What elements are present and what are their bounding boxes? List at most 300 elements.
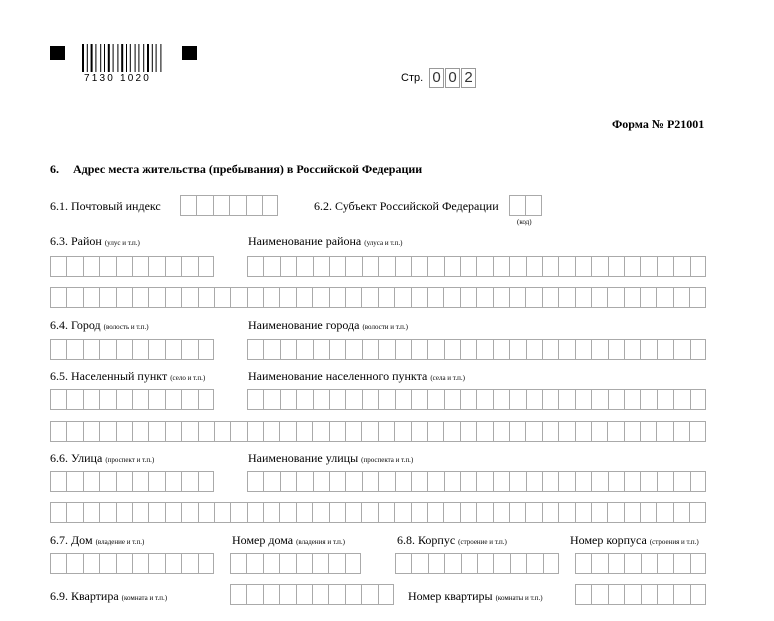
char-cell[interactable]	[690, 389, 706, 410]
char-cell[interactable]	[50, 421, 66, 442]
char-cell[interactable]	[132, 339, 148, 360]
char-cell[interactable]	[624, 287, 640, 308]
char-cell[interactable]	[608, 256, 624, 277]
char-cell[interactable]	[526, 471, 542, 492]
char-cell[interactable]	[198, 256, 214, 277]
char-cell[interactable]	[50, 502, 66, 523]
char-cell[interactable]	[378, 502, 394, 523]
char-cell[interactable]	[673, 584, 689, 605]
city-type-field[interactable]	[50, 339, 214, 360]
char-cell[interactable]	[345, 389, 361, 410]
char-cell[interactable]	[395, 389, 411, 410]
char-cell[interactable]	[66, 502, 82, 523]
char-cell[interactable]	[83, 421, 99, 442]
char-cell[interactable]	[329, 421, 345, 442]
char-cell[interactable]	[116, 256, 132, 277]
char-cell[interactable]	[263, 339, 279, 360]
char-cell[interactable]	[132, 502, 148, 523]
char-cell[interactable]	[165, 256, 181, 277]
district-name-field-line-1[interactable]	[247, 256, 706, 277]
char-cell[interactable]	[213, 195, 229, 216]
char-cell[interactable]	[690, 584, 706, 605]
char-cell[interactable]	[575, 584, 591, 605]
char-cell[interactable]	[640, 339, 656, 360]
char-cell[interactable]	[656, 287, 672, 308]
char-cell[interactable]	[181, 287, 197, 308]
char-cell[interactable]	[50, 339, 66, 360]
char-cell[interactable]	[116, 389, 132, 410]
char-cell[interactable]	[165, 421, 181, 442]
char-cell[interactable]	[116, 553, 132, 574]
char-cell[interactable]	[296, 287, 312, 308]
char-cell[interactable]	[329, 389, 345, 410]
char-cell[interactable]	[66, 339, 82, 360]
char-cell[interactable]	[411, 256, 427, 277]
char-cell[interactable]	[394, 502, 410, 523]
char-cell[interactable]	[362, 256, 378, 277]
char-cell[interactable]	[181, 256, 197, 277]
char-cell[interactable]	[476, 502, 492, 523]
char-cell[interactable]	[525, 287, 541, 308]
char-cell[interactable]	[624, 256, 640, 277]
char-cell[interactable]	[460, 471, 476, 492]
char-cell[interactable]	[543, 553, 559, 574]
char-cell[interactable]	[689, 287, 705, 308]
char-cell[interactable]	[427, 471, 443, 492]
char-cell[interactable]	[509, 287, 525, 308]
char-cell[interactable]	[378, 471, 394, 492]
char-cell[interactable]	[591, 389, 607, 410]
char-cell[interactable]	[66, 471, 82, 492]
char-cell[interactable]	[493, 389, 509, 410]
char-cell[interactable]	[263, 584, 279, 605]
char-cell[interactable]	[558, 339, 574, 360]
char-cell[interactable]	[83, 256, 99, 277]
char-cell[interactable]	[362, 389, 378, 410]
char-cell[interactable]	[689, 502, 705, 523]
char-cell[interactable]	[673, 256, 689, 277]
char-cell[interactable]	[624, 584, 640, 605]
char-cell[interactable]	[394, 287, 410, 308]
char-cell[interactable]	[608, 584, 624, 605]
char-cell[interactable]	[640, 389, 656, 410]
char-cell[interactable]	[345, 421, 361, 442]
char-cell[interactable]	[313, 339, 329, 360]
char-cell[interactable]	[673, 389, 689, 410]
char-cell[interactable]	[263, 553, 279, 574]
char-cell[interactable]	[624, 339, 640, 360]
char-cell[interactable]	[329, 339, 345, 360]
char-cell[interactable]	[345, 287, 361, 308]
char-cell[interactable]	[280, 339, 296, 360]
char-cell[interactable]	[673, 287, 689, 308]
char-cell[interactable]	[477, 553, 493, 574]
char-cell[interactable]	[361, 421, 377, 442]
char-cell[interactable]	[558, 287, 574, 308]
char-cell[interactable]	[493, 339, 509, 360]
char-cell[interactable]	[575, 502, 591, 523]
char-cell[interactable]	[460, 502, 476, 523]
char-cell[interactable]	[296, 421, 312, 442]
building-number-field[interactable]	[575, 553, 706, 574]
char-cell[interactable]	[656, 421, 672, 442]
settlement-name-field-line-1[interactable]	[247, 389, 706, 410]
char-cell[interactable]	[443, 287, 459, 308]
char-cell[interactable]	[558, 256, 574, 277]
char-cell[interactable]	[329, 502, 345, 523]
char-cell[interactable]	[607, 502, 623, 523]
char-cell[interactable]	[493, 471, 509, 492]
char-cell[interactable]	[607, 421, 623, 442]
char-cell[interactable]	[198, 553, 214, 574]
char-cell[interactable]	[591, 421, 607, 442]
char-cell[interactable]	[246, 553, 262, 574]
char-cell[interactable]	[476, 287, 492, 308]
char-cell[interactable]	[362, 471, 378, 492]
char-cell[interactable]	[99, 287, 115, 308]
char-cell[interactable]	[378, 256, 394, 277]
char-cell[interactable]	[525, 502, 541, 523]
char-cell[interactable]	[148, 256, 164, 277]
char-cell[interactable]	[624, 471, 640, 492]
char-cell[interactable]	[280, 471, 296, 492]
char-cell[interactable]	[411, 471, 427, 492]
house-type-field[interactable]	[50, 553, 214, 574]
char-cell[interactable]	[313, 389, 329, 410]
char-cell[interactable]	[312, 502, 328, 523]
char-cell[interactable]	[542, 256, 558, 277]
char-cell[interactable]	[329, 471, 345, 492]
char-cell[interactable]	[542, 421, 558, 442]
char-cell[interactable]	[66, 389, 82, 410]
char-cell[interactable]	[509, 256, 525, 277]
char-cell[interactable]	[476, 256, 492, 277]
char-cell[interactable]	[575, 553, 591, 574]
char-cell[interactable]	[230, 553, 246, 574]
char-cell[interactable]	[132, 553, 148, 574]
char-cell[interactable]	[411, 389, 427, 410]
char-cell[interactable]	[165, 339, 181, 360]
settlement-type-field[interactable]	[50, 389, 214, 410]
char-cell[interactable]	[690, 339, 706, 360]
district-name-field-line-2[interactable]	[50, 287, 706, 308]
char-cell[interactable]	[296, 339, 312, 360]
char-cell[interactable]	[378, 339, 394, 360]
char-cell[interactable]	[165, 502, 181, 523]
char-cell[interactable]	[378, 389, 394, 410]
char-cell[interactable]	[640, 421, 656, 442]
char-cell[interactable]	[83, 339, 99, 360]
char-cell[interactable]	[657, 389, 673, 410]
char-cell[interactable]	[427, 256, 443, 277]
char-cell[interactable]	[66, 553, 82, 574]
char-cell[interactable]	[148, 471, 164, 492]
char-cell[interactable]	[263, 502, 279, 523]
char-cell[interactable]	[262, 195, 278, 216]
char-cell[interactable]	[99, 421, 115, 442]
char-cell[interactable]	[198, 502, 214, 523]
char-cell[interactable]	[361, 584, 377, 605]
char-cell[interactable]	[66, 256, 82, 277]
char-cell[interactable]	[525, 421, 541, 442]
char-cell[interactable]	[132, 471, 148, 492]
char-cell[interactable]	[591, 256, 607, 277]
char-cell[interactable]	[181, 339, 197, 360]
char-cell[interactable]	[247, 421, 263, 442]
char-cell[interactable]	[657, 256, 673, 277]
char-cell[interactable]	[181, 389, 197, 410]
char-cell[interactable]	[690, 471, 706, 492]
char-cell[interactable]	[296, 389, 312, 410]
char-cell[interactable]	[312, 584, 328, 605]
char-cell[interactable]	[328, 584, 344, 605]
char-cell[interactable]	[116, 339, 132, 360]
char-cell[interactable]	[296, 471, 312, 492]
char-cell[interactable]	[99, 471, 115, 492]
char-cell[interactable]	[476, 339, 492, 360]
char-cell[interactable]	[493, 421, 509, 442]
char-cell[interactable]	[542, 339, 558, 360]
city-name-field[interactable]	[247, 339, 706, 360]
char-cell[interactable]	[148, 502, 164, 523]
char-cell[interactable]	[411, 502, 427, 523]
char-cell[interactable]	[279, 584, 295, 605]
char-cell[interactable]	[476, 421, 492, 442]
char-cell[interactable]	[476, 389, 492, 410]
char-cell[interactable]	[116, 287, 132, 308]
char-cell[interactable]	[263, 421, 279, 442]
char-cell[interactable]	[181, 502, 197, 523]
char-cell[interactable]	[510, 553, 526, 574]
char-cell[interactable]	[50, 553, 66, 574]
char-cell[interactable]	[493, 502, 509, 523]
char-cell[interactable]	[608, 553, 624, 574]
char-cell[interactable]	[116, 421, 132, 442]
char-cell[interactable]	[493, 287, 509, 308]
char-cell[interactable]	[214, 287, 230, 308]
subject-code-field[interactable]	[509, 195, 542, 216]
char-cell[interactable]	[214, 502, 230, 523]
char-cell[interactable]	[279, 287, 295, 308]
char-cell[interactable]	[558, 502, 574, 523]
char-cell[interactable]	[509, 339, 525, 360]
char-cell[interactable]	[673, 502, 689, 523]
char-cell[interactable]	[196, 195, 212, 216]
char-cell[interactable]	[575, 389, 591, 410]
char-cell[interactable]	[361, 502, 377, 523]
char-cell[interactable]	[83, 471, 99, 492]
char-cell[interactable]	[198, 471, 214, 492]
char-cell[interactable]	[361, 287, 377, 308]
char-cell[interactable]	[362, 339, 378, 360]
char-cell[interactable]	[165, 389, 181, 410]
char-cell[interactable]	[690, 256, 706, 277]
char-cell[interactable]	[263, 471, 279, 492]
char-cell[interactable]	[640, 287, 656, 308]
char-cell[interactable]	[345, 584, 361, 605]
settlement-name-field-line-2[interactable]	[50, 421, 706, 442]
char-cell[interactable]	[116, 502, 132, 523]
char-cell[interactable]	[132, 389, 148, 410]
char-cell[interactable]	[395, 256, 411, 277]
char-cell[interactable]	[591, 502, 607, 523]
char-cell[interactable]	[99, 502, 115, 523]
char-cell[interactable]	[624, 553, 640, 574]
char-cell[interactable]	[99, 389, 115, 410]
char-cell[interactable]	[345, 471, 361, 492]
char-cell[interactable]	[296, 256, 312, 277]
house-number-field[interactable]	[230, 553, 361, 574]
char-cell[interactable]	[542, 287, 558, 308]
char-cell[interactable]	[313, 471, 329, 492]
char-cell[interactable]	[66, 287, 82, 308]
char-cell[interactable]	[689, 421, 705, 442]
char-cell[interactable]	[263, 389, 279, 410]
char-cell[interactable]	[444, 256, 460, 277]
char-cell[interactable]	[345, 256, 361, 277]
char-cell[interactable]	[378, 421, 394, 442]
char-cell[interactable]	[263, 256, 279, 277]
char-cell[interactable]	[608, 389, 624, 410]
char-cell[interactable]	[640, 502, 656, 523]
char-cell[interactable]	[312, 421, 328, 442]
char-cell[interactable]	[148, 339, 164, 360]
char-cell[interactable]	[509, 421, 525, 442]
char-cell[interactable]	[673, 553, 689, 574]
char-cell[interactable]	[558, 471, 574, 492]
char-cell[interactable]	[279, 553, 295, 574]
char-cell[interactable]	[558, 389, 574, 410]
char-cell[interactable]	[279, 502, 295, 523]
char-cell[interactable]	[230, 287, 246, 308]
char-cell[interactable]	[444, 471, 460, 492]
char-cell[interactable]	[198, 287, 214, 308]
char-cell[interactable]	[247, 389, 263, 410]
char-cell[interactable]	[542, 389, 558, 410]
char-cell[interactable]	[395, 471, 411, 492]
char-cell[interactable]	[116, 471, 132, 492]
char-cell[interactable]	[296, 502, 312, 523]
char-cell[interactable]	[345, 502, 361, 523]
char-cell[interactable]	[246, 195, 262, 216]
char-cell[interactable]	[526, 256, 542, 277]
char-cell[interactable]	[641, 584, 657, 605]
char-cell[interactable]	[411, 553, 427, 574]
char-cell[interactable]	[461, 553, 477, 574]
char-cell[interactable]	[526, 339, 542, 360]
char-cell[interactable]	[443, 502, 459, 523]
char-cell[interactable]	[608, 471, 624, 492]
char-cell[interactable]	[83, 553, 99, 574]
char-cell[interactable]	[395, 553, 411, 574]
char-cell[interactable]	[575, 287, 591, 308]
char-cell[interactable]	[657, 339, 673, 360]
char-cell[interactable]	[165, 471, 181, 492]
char-cell[interactable]	[263, 287, 279, 308]
char-cell[interactable]	[378, 287, 394, 308]
char-cell[interactable]	[411, 287, 427, 308]
char-cell[interactable]	[181, 553, 197, 574]
char-cell[interactable]	[198, 389, 214, 410]
postal-index-field[interactable]	[180, 195, 278, 216]
char-cell[interactable]	[575, 339, 591, 360]
char-cell[interactable]	[542, 502, 558, 523]
char-cell[interactable]	[99, 256, 115, 277]
char-cell[interactable]	[229, 195, 245, 216]
char-cell[interactable]	[493, 553, 509, 574]
char-cell[interactable]	[165, 287, 181, 308]
char-cell[interactable]	[624, 389, 640, 410]
char-cell[interactable]	[427, 389, 443, 410]
char-cell[interactable]	[591, 339, 607, 360]
char-cell[interactable]	[444, 389, 460, 410]
char-cell[interactable]	[280, 256, 296, 277]
char-cell[interactable]	[444, 553, 460, 574]
char-cell[interactable]	[591, 287, 607, 308]
char-cell[interactable]	[378, 584, 394, 605]
char-cell[interactable]	[230, 584, 246, 605]
char-cell[interactable]	[99, 339, 115, 360]
char-cell[interactable]	[148, 553, 164, 574]
char-cell[interactable]	[460, 421, 476, 442]
char-cell[interactable]	[247, 502, 263, 523]
char-cell[interactable]	[395, 339, 411, 360]
char-cell[interactable]	[657, 471, 673, 492]
char-cell[interactable]	[575, 256, 591, 277]
char-cell[interactable]	[673, 421, 689, 442]
char-cell[interactable]	[329, 256, 345, 277]
char-cell[interactable]	[313, 256, 329, 277]
char-cell[interactable]	[493, 256, 509, 277]
char-cell[interactable]	[427, 287, 443, 308]
char-cell[interactable]	[148, 421, 164, 442]
char-cell[interactable]	[640, 256, 656, 277]
char-cell[interactable]	[460, 389, 476, 410]
char-cell[interactable]	[624, 421, 640, 442]
char-cell[interactable]	[656, 502, 672, 523]
char-cell[interactable]	[460, 256, 476, 277]
char-cell[interactable]	[411, 339, 427, 360]
char-cell[interactable]	[509, 195, 525, 216]
char-cell[interactable]	[624, 502, 640, 523]
char-cell[interactable]	[296, 584, 312, 605]
char-cell[interactable]	[329, 287, 345, 308]
char-cell[interactable]	[476, 471, 492, 492]
char-cell[interactable]	[247, 287, 263, 308]
char-cell[interactable]	[526, 389, 542, 410]
char-cell[interactable]	[66, 421, 82, 442]
char-cell[interactable]	[591, 553, 607, 574]
char-cell[interactable]	[690, 553, 706, 574]
char-cell[interactable]	[345, 553, 361, 574]
char-cell[interactable]	[247, 471, 263, 492]
char-cell[interactable]	[608, 339, 624, 360]
char-cell[interactable]	[427, 502, 443, 523]
char-cell[interactable]	[673, 339, 689, 360]
building-type-field[interactable]	[395, 553, 559, 574]
char-cell[interactable]	[132, 421, 148, 442]
char-cell[interactable]	[575, 421, 591, 442]
char-cell[interactable]	[198, 421, 214, 442]
char-cell[interactable]	[50, 389, 66, 410]
char-cell[interactable]	[641, 553, 657, 574]
char-cell[interactable]	[296, 553, 312, 574]
street-type-field[interactable]	[50, 471, 214, 492]
apartment-number-field[interactable]	[575, 584, 706, 605]
char-cell[interactable]	[525, 195, 541, 216]
char-cell[interactable]	[591, 584, 607, 605]
char-cell[interactable]	[411, 421, 427, 442]
